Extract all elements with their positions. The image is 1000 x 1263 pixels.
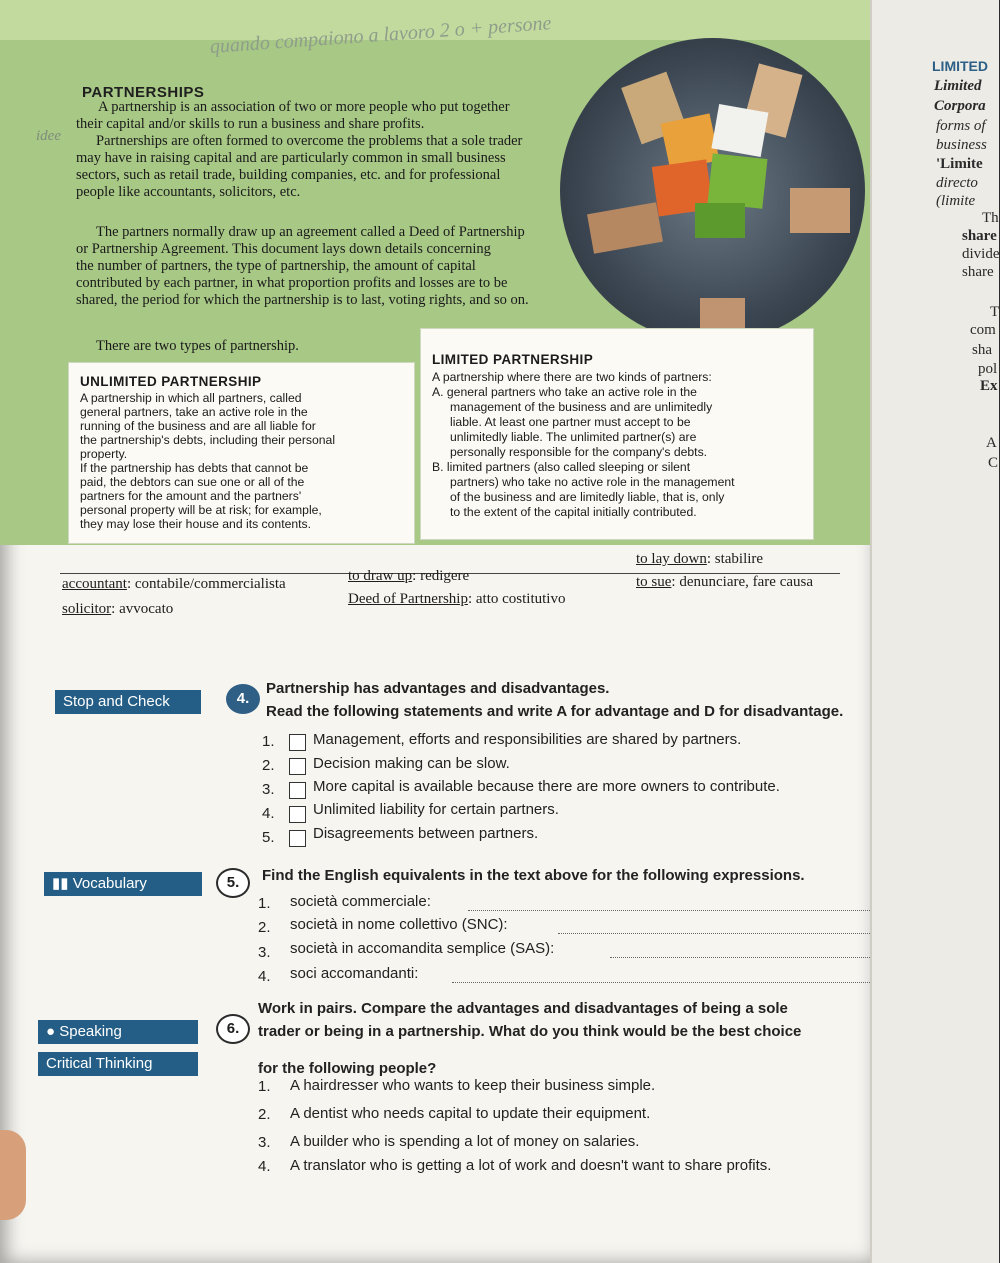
unlimited-line: the partnership's debts, including their personal (80, 433, 336, 447)
ex5-item-number: 2. (258, 919, 271, 936)
glossary-lay-down: to lay down: stabilire (636, 551, 764, 567)
exercise-6-number: 6. (216, 1014, 250, 1044)
critical-thinking-label: Critical Thinking (38, 1052, 198, 1076)
intro-p1-line4: may have in raising capital and are particularly common in small business (76, 150, 506, 166)
ex4-title: Partnership has advantages and disadvantages. (266, 680, 610, 697)
ex5-item-number: 3. (258, 944, 271, 961)
right-page-text: business (936, 137, 987, 153)
ex4-item-text: Disagreements between partners. (313, 825, 539, 842)
ex4-item-number: 1. (262, 733, 275, 750)
ex4-item-text: More capital is available because there are more owners to contribute. (313, 778, 780, 795)
limited-line: management of the business and are unlimitedly (450, 400, 713, 414)
unlimited-line: property. (80, 447, 128, 461)
answer-checkbox[interactable] (289, 758, 306, 775)
right-page-text: share (962, 264, 994, 280)
right-page-text: share (962, 228, 997, 244)
types-of-partnership: There are two types of partnership. (96, 338, 299, 354)
exercise-4-number: 4. (226, 684, 260, 714)
margin-handwriting: idee (36, 128, 61, 144)
answer-line[interactable] (452, 982, 884, 983)
right-page-text: divide (962, 246, 1000, 262)
answer-checkbox[interactable] (289, 806, 306, 823)
right-page-text: Th (982, 210, 999, 226)
right-page-text: directo (936, 175, 978, 191)
unlimited-line: partners for the amount and the partners' (80, 489, 302, 503)
ex5-item-text: società in nome collettivo (SNC): (290, 916, 508, 933)
unlimited-line: paid, the debtors can sue one or all of the (80, 475, 305, 489)
ex5-item-number: 4. (258, 968, 271, 985)
ex4-item-number: 4. (262, 805, 275, 822)
intro-p1-line5: sectors, such as retail trade, building companies, etc. and for professional (76, 167, 501, 183)
answer-line[interactable] (558, 933, 880, 934)
intro-p2-line1: The partners normally draw up an agreement called a Deed of Partnership (96, 224, 525, 240)
ex6-item-number: 3. (258, 1134, 271, 1151)
limited-line: personally responsible for the company's debts. (450, 445, 708, 459)
intro-p2-line2: or Partnership Agreement. This document lays down details concerning (76, 241, 491, 257)
limited-title: LIMITED PARTNERSHIP (432, 352, 594, 367)
limited-line: A. general partners who take an active role in the (432, 385, 697, 399)
right-page-text: (limite (936, 193, 976, 209)
right-page-text: Ex (980, 378, 998, 394)
intro-p2-line4: contributed by each partner, in what proportion profits and losses are to be (76, 275, 508, 291)
limited-line: liable. At least one partner must accept to be (450, 415, 691, 429)
vocabulary-label: ▮▮ Vocabulary (44, 872, 202, 896)
intro-p1-line1: A partnership is an association of two or more people who put together (98, 99, 510, 115)
ex6-item-number: 2. (258, 1106, 271, 1123)
right-page-text: C (988, 455, 999, 471)
unlimited-line: If the partnership has debts that cannot be (80, 461, 309, 475)
ex4-instruction: Read the following statements and write A for advantage and D for disadvantage. (266, 703, 844, 720)
intro-p1-line2: their capital and/or skills to run a business and share profits. (76, 116, 425, 132)
limited-line: of the business and are limitedly liable, that is, only (450, 490, 725, 504)
right-page-text: Corpora (934, 98, 986, 114)
limited-line: unlimitedly liable. The unlimited partner(s) are (450, 430, 697, 444)
intro-p2-line3: the number of partners, the type of partnership, the amount of capital (76, 258, 476, 274)
answer-checkbox[interactable] (289, 782, 306, 799)
limited-line: to the extent of the capital initially contributed. (450, 505, 697, 519)
unlimited-line: A partnership in which all partners, called (80, 391, 302, 405)
speaking-label: ● Speaking (38, 1020, 198, 1044)
book-icon: ▮▮ (52, 875, 69, 892)
ex6-title-line: for the following people? (258, 1060, 437, 1077)
finger-in-frame (0, 1130, 26, 1220)
stop-and-check-label: Stop and Check (55, 690, 201, 714)
right-page-text: T (990, 304, 1000, 320)
ex6-item-text: A dentist who needs capital to update their equipment. (290, 1105, 651, 1122)
ex4-item-number: 2. (262, 757, 275, 774)
glossary-deed: Deed of Partnership: atto costitutivo (348, 591, 566, 607)
puzzle-hands-photo (560, 38, 865, 343)
unlimited-title: UNLIMITED PARTNERSHIP (80, 374, 262, 389)
right-page-text: pol (978, 361, 998, 377)
right-page-text: forms of (936, 118, 986, 134)
glossary-solicitor: solicitor: avvocato (62, 601, 174, 617)
ex4-item-text: Unlimited liability for certain partners. (313, 801, 559, 818)
unlimited-line: personal property will be at risk; for example, (80, 503, 322, 517)
right-page-text: 'Limite (936, 156, 983, 172)
answer-checkbox[interactable] (289, 830, 306, 847)
ex5-item-number: 1. (258, 895, 271, 912)
ex6-item-number: 1. (258, 1078, 271, 1095)
limited-line: A partnership where there are two kinds of partners: (432, 370, 712, 384)
ex5-item-text: società in accomandita semplice (SAS): (290, 940, 555, 957)
puzzle-pieces-illustration (560, 38, 865, 343)
ex5-title: Find the English equivalents in the text above for the following expressions. (262, 867, 805, 884)
limited-line: B. limited partners (also called sleeping or silent (432, 460, 691, 474)
right-page-text: Limited (934, 78, 982, 94)
ex4-item-number: 3. (262, 781, 275, 798)
intro-p1-line6: people like accountants, solicitors, etc. (76, 184, 301, 200)
unlimited-line: general partners, take an active role in the (80, 405, 308, 419)
unlimited-line: they may lose their house and its contents. (80, 517, 312, 531)
right-page-text: com (970, 322, 996, 338)
adjacent-page (870, 0, 999, 1263)
right-page-text: sha (972, 342, 992, 358)
intro-p1-line3: Partnerships are often formed to overcome the problems that a sole trader (96, 133, 523, 149)
unlimited-line: running of the business and are all liable for (80, 419, 316, 433)
handwritten-note: quando compaiono a lavoro 2 o + persone (209, 12, 553, 58)
exercise-5-number: 5. (216, 868, 250, 898)
glossary-accountant: accountant: contabile/commercialista (62, 576, 286, 592)
intro-p2-line5: shared, the period for which the partnership is to last, voting rights, and so on. (76, 292, 529, 308)
ex6-item-text: A hairdresser who wants to keep their business simple. (290, 1077, 656, 1094)
glossary-draw-up: to draw up: redigere (348, 568, 470, 584)
glossary-sue: to sue: denunciare, fare causa (636, 574, 813, 590)
ex6-item-text: A translator who is getting a lot of work and doesn't want to share profits. (290, 1157, 772, 1174)
ex6-item-number: 4. (258, 1158, 271, 1175)
partnerships-title: PARTNERSHIPS (82, 84, 205, 101)
answer-line[interactable] (610, 957, 882, 958)
limited-line: partners) who take no active role in the management (450, 475, 735, 489)
ex4-item-text: Management, efforts and responsibilities are shared by partners. (313, 731, 742, 748)
speech-icon: ● (46, 1023, 56, 1040)
ex4-item-text: Decision making can be slow. (313, 755, 510, 772)
ex5-item-text: società commerciale: (290, 893, 431, 910)
ex4-item-number: 5. (262, 829, 275, 846)
ex6-title-line: trader or being in a partnership. What do you think would be the best choice (258, 1023, 802, 1040)
right-page-text: A (986, 435, 997, 451)
ex5-item-text: soci accomandanti: (290, 965, 419, 982)
right-page-text: LIMITED (932, 58, 988, 74)
answer-checkbox[interactable] (289, 734, 306, 751)
ex6-item-text: A builder who is spending a lot of money on salaries. (290, 1133, 640, 1150)
ex6-title-line: Work in pairs. Compare the advantages and disadvantages of being a sole (258, 1000, 788, 1017)
answer-line[interactable] (468, 910, 880, 911)
